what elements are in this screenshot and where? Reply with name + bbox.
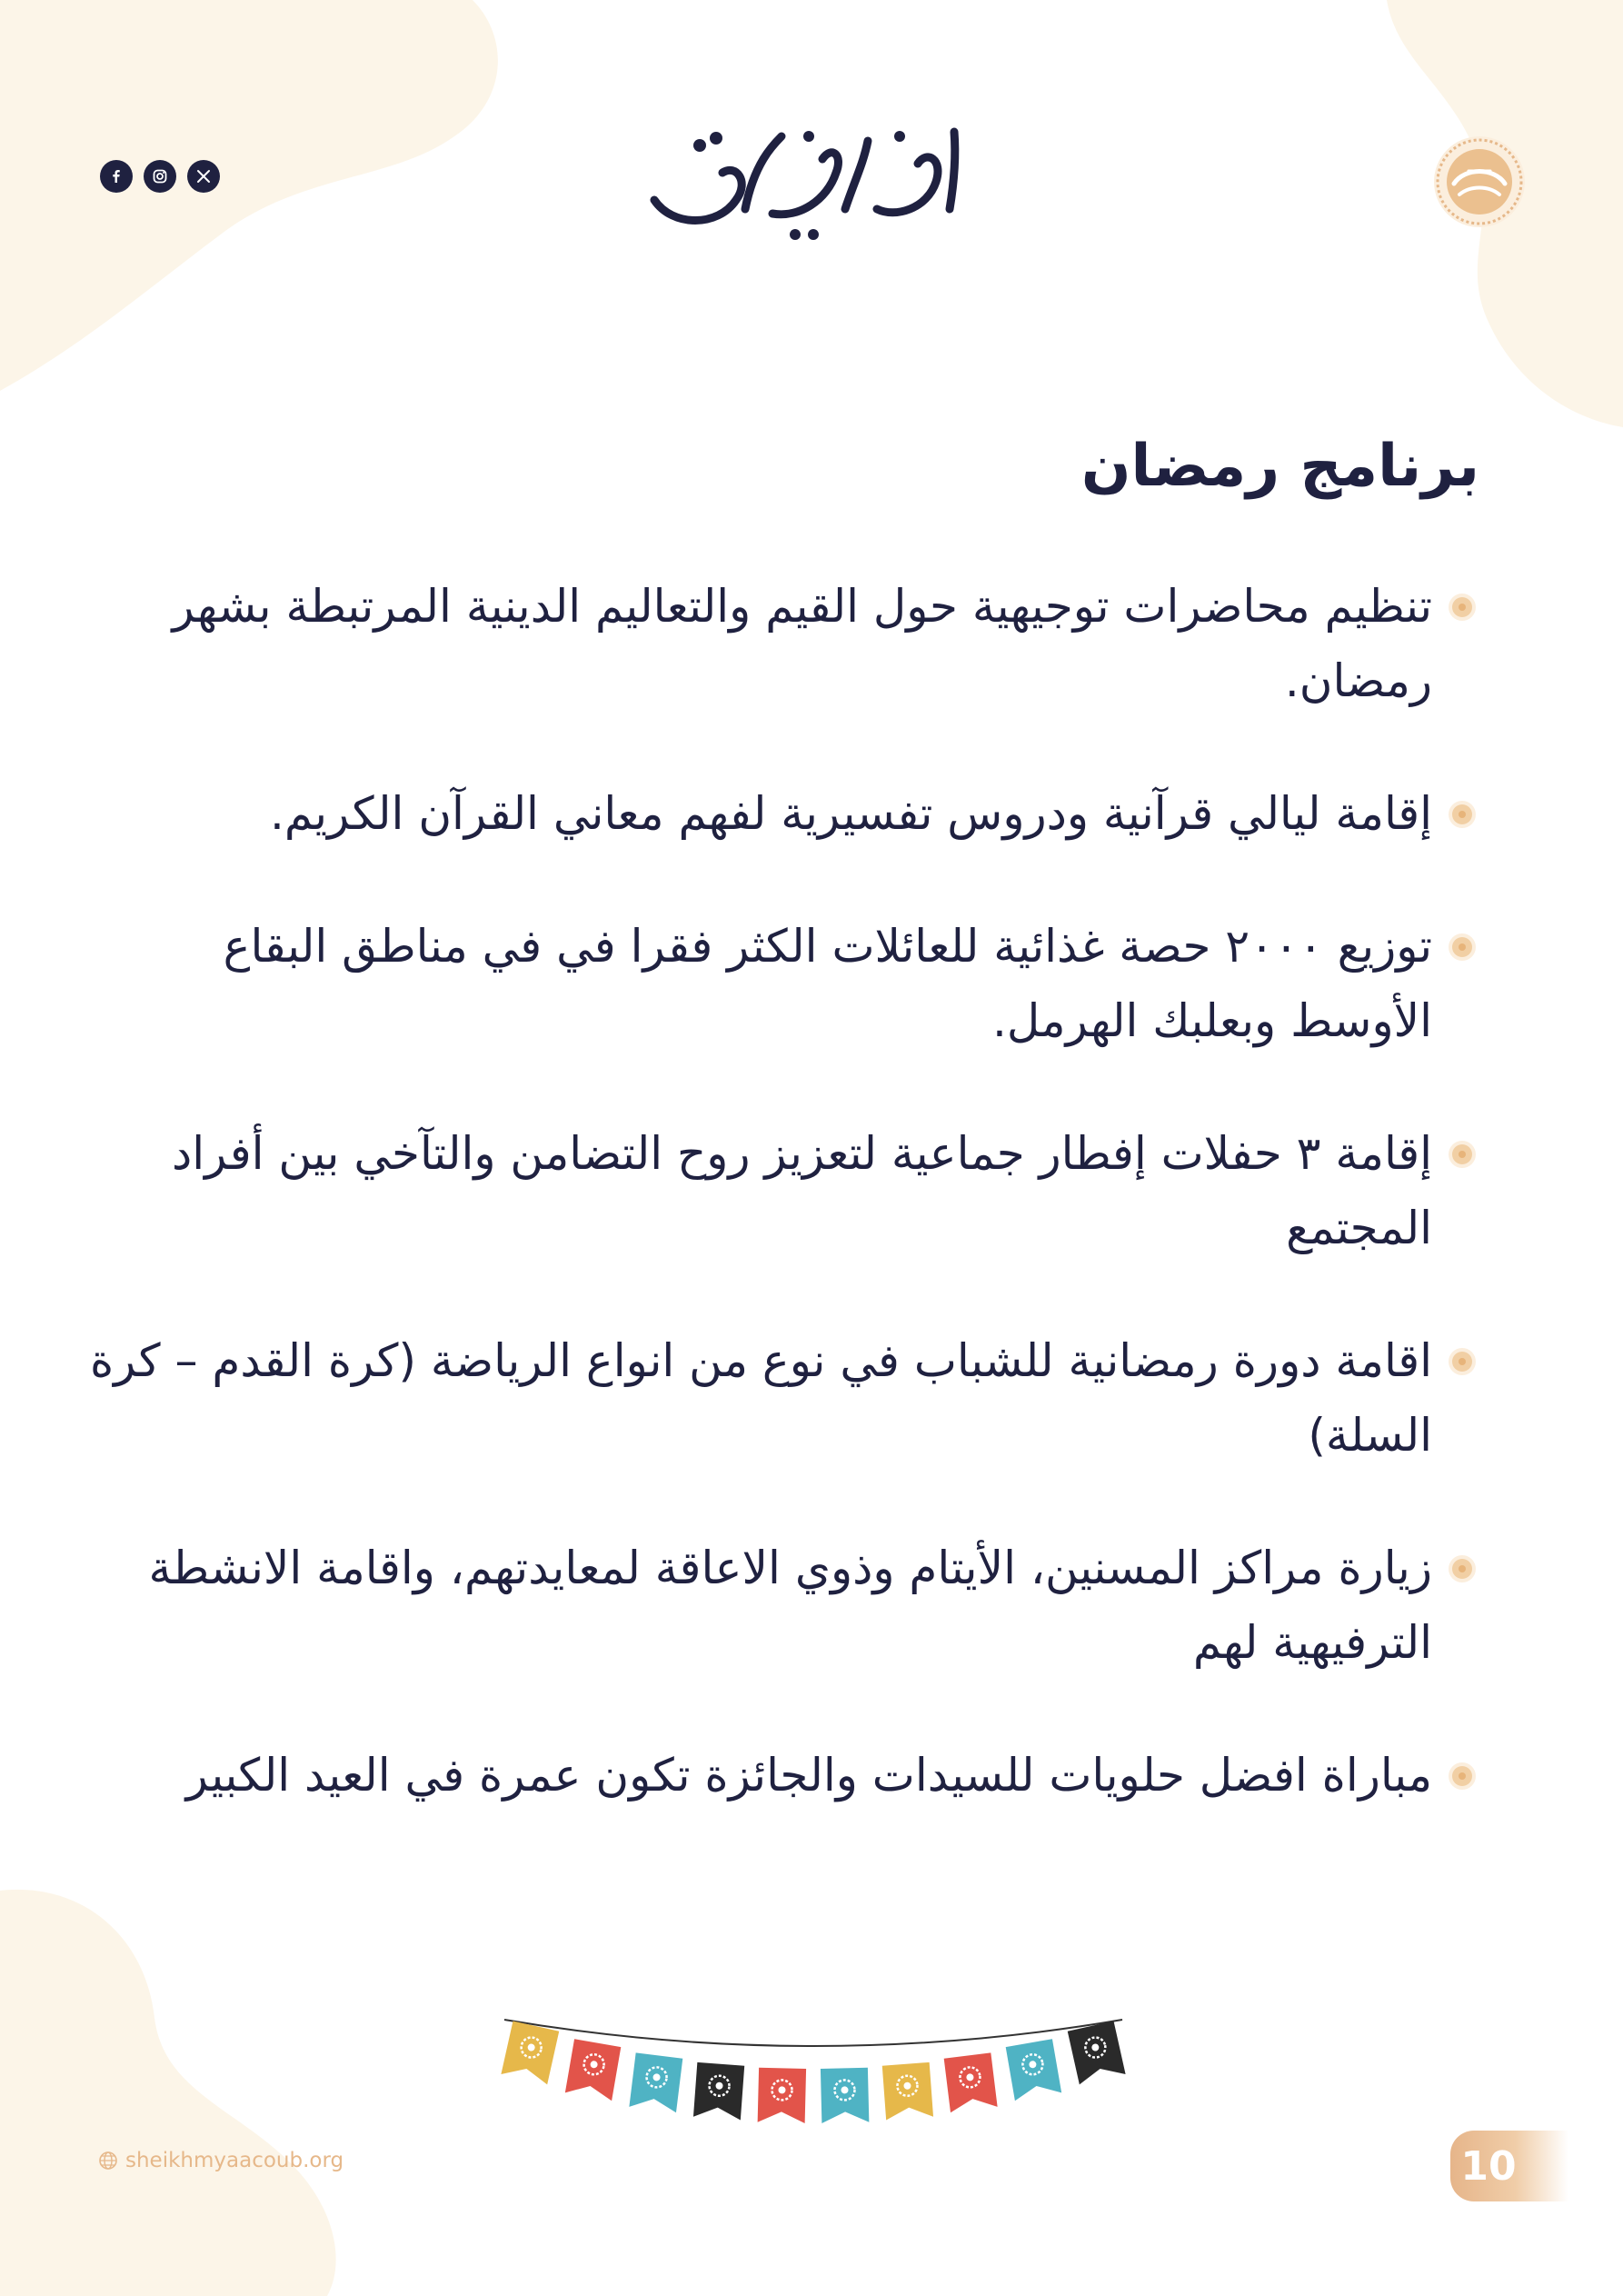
x-icon[interactable] bbox=[187, 160, 220, 193]
list-item-text: اقامة دورة رمضانية للشباب في نوع من انواع الرياضة (كرة القدم – كرة السلة) bbox=[89, 1334, 1432, 1462]
bunting-flag bbox=[565, 2039, 621, 2101]
list-item-text: مباراة افضل حلويات للسيدات والجائزة تكون عمرة في العيد الكبير bbox=[185, 1749, 1432, 1802]
list-item bbox=[87, 776, 1432, 851]
bunting-flag bbox=[1006, 2039, 1061, 2101]
calligraphy-logo bbox=[636, 109, 981, 245]
bullet-icon bbox=[1452, 1559, 1472, 1579]
bunting-flag bbox=[821, 2068, 869, 2123]
list-item-text: زيارة مراكز المسنين، الأيتام وذوي الاعاقة لمعايدتهم، واقامة الانشطة الترفيهية لهم bbox=[148, 1542, 1432, 1669]
list-item-text: تنظيم محاضرات توجيهية حول القيم والتعاليم الدينية المرتبطة بشهر رمضان. bbox=[172, 580, 1432, 707]
facebook-icon[interactable] bbox=[100, 160, 133, 193]
bullet-icon bbox=[1452, 804, 1472, 824]
list-item bbox=[87, 569, 1432, 718]
bullet-icon bbox=[1452, 937, 1472, 957]
bunting-flag bbox=[882, 2062, 933, 2121]
bunting-flag bbox=[693, 2062, 744, 2121]
bullet-icon bbox=[1452, 1766, 1472, 1786]
list-item bbox=[87, 909, 1432, 1058]
page-number: 10 bbox=[1460, 2142, 1517, 2190]
social-links bbox=[100, 160, 220, 193]
bullet-icon bbox=[1452, 1144, 1472, 1164]
bunting-flag bbox=[501, 2021, 559, 2084]
website-link[interactable] bbox=[98, 2149, 344, 2172]
list-item bbox=[87, 1323, 1432, 1472]
bullet-icon bbox=[1452, 1352, 1472, 1372]
list-item-text: إقامة ليالي قرآنية ودروس تفسيرية لفهم معاني القرآن الكريم. bbox=[270, 787, 1432, 840]
program-list bbox=[87, 569, 1432, 1871]
bunting-flag bbox=[758, 2068, 806, 2123]
list-item bbox=[87, 1738, 1432, 1812]
page-title: برنامج رمضان bbox=[1080, 433, 1479, 500]
bullet-icon bbox=[1452, 597, 1472, 617]
page-number-badge bbox=[1450, 2131, 1568, 2201]
website-text: sheikhmyaacoub.org bbox=[125, 2149, 344, 2172]
list-item-text: إقامة ٣ حفلات إفطار جماعية لتعزيز روح التضامن والتآخي بين أفراد المجتمع bbox=[171, 1127, 1432, 1254]
bunting-flag bbox=[629, 2052, 682, 2112]
seal-logo-icon bbox=[1432, 135, 1527, 229]
globe-icon bbox=[98, 2151, 118, 2171]
list-item bbox=[87, 1116, 1432, 1265]
background-blob-bottom-left bbox=[0, 1882, 418, 2296]
bunting-flag bbox=[1068, 2021, 1126, 2084]
instagram-icon[interactable] bbox=[144, 160, 176, 193]
list-item-text: توزيع ٢٠٠٠ حصة غذائية للعائلات الكثر فقرا في في مناطق البقاع الأوسط وبعلبك الهرمل. bbox=[223, 920, 1432, 1047]
background-blob-top-left bbox=[0, 0, 545, 400]
ramadan-bunting-decoration bbox=[495, 2000, 1131, 2145]
list-item bbox=[87, 1531, 1432, 1680]
bunting-flag bbox=[944, 2052, 998, 2112]
